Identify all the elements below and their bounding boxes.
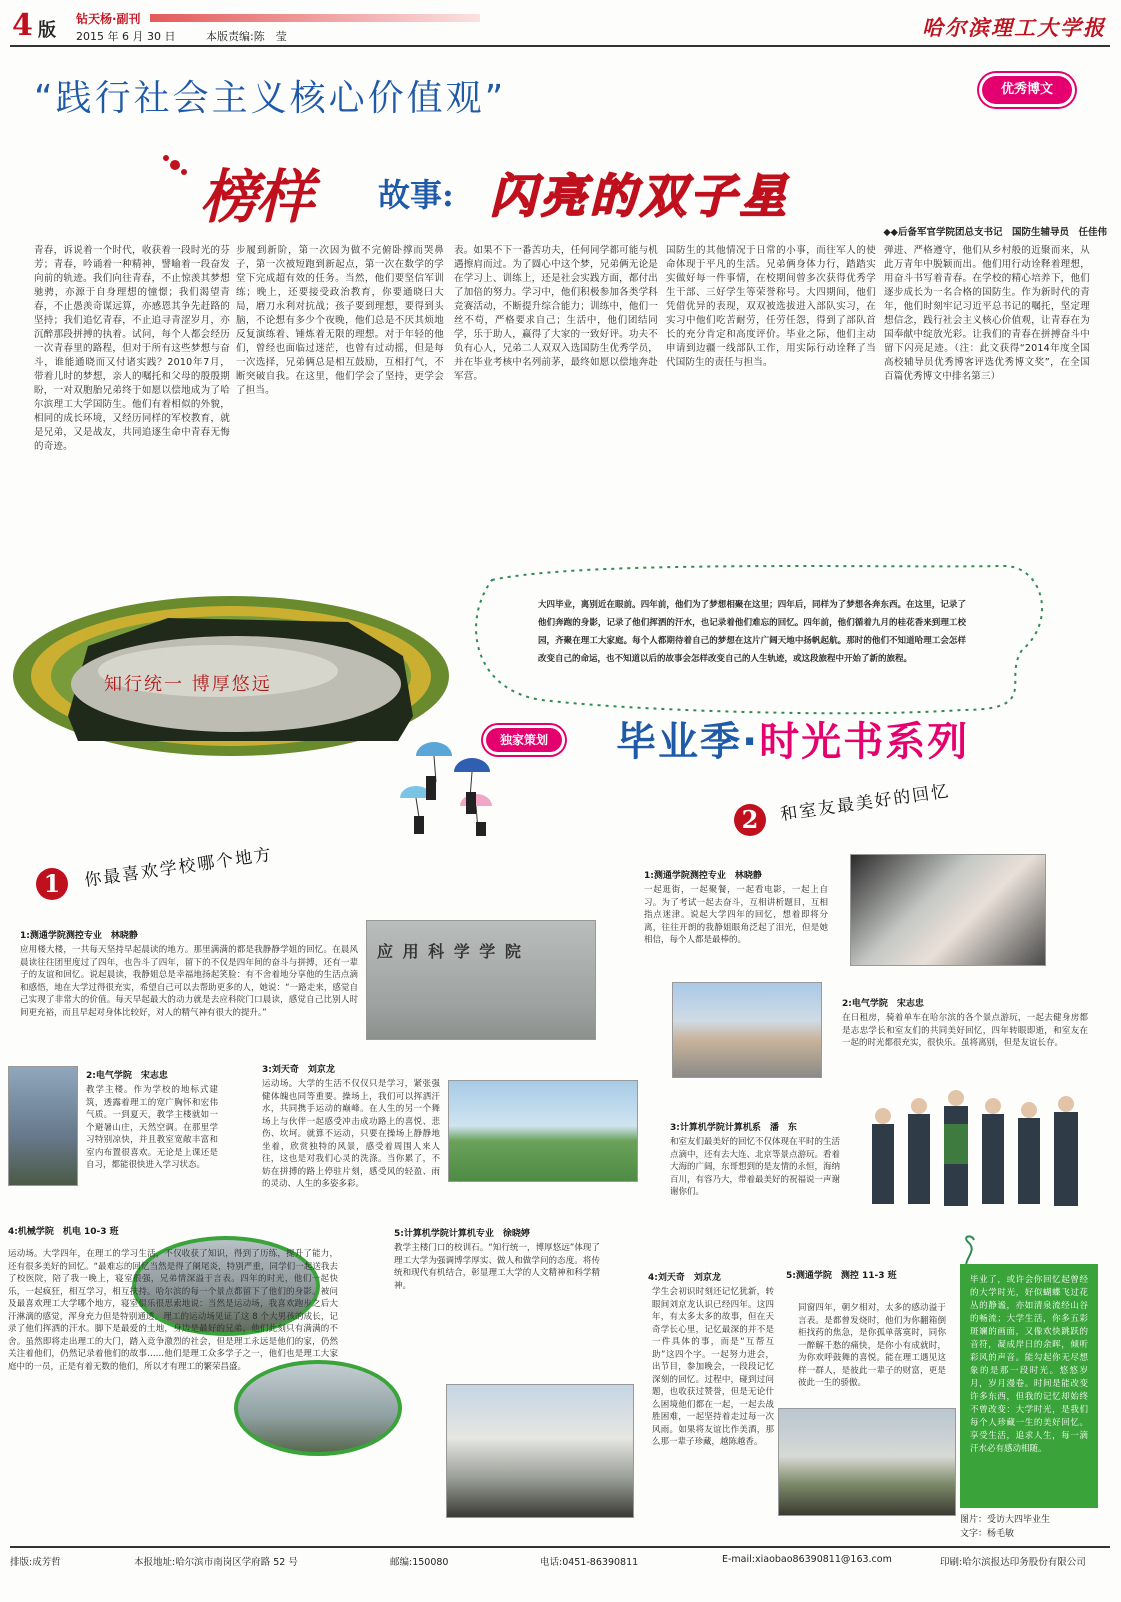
- stone-illustration: [8, 566, 454, 761]
- q1-item4-ellipse-photo-2: [234, 1360, 402, 1456]
- umbrellas-illustration: [396, 736, 516, 836]
- footer-printer: 印刷:哈尔滨报达印务股份有限公司: [940, 1557, 1086, 1568]
- q2-item5-photo: [778, 1408, 956, 1516]
- q1-item2-text: 教学主楼。作为学校的地标式建筑，透露着理工的宽广胸怀和宏伟气质。一到夏天，教学主楼就如一个避暑山庄，天然空调。在那里学习特别凉快，并且教室宽敞丰富和室内布置很喜欢。无论是上课还是自习，都能很快进入学习状态。: [86, 1085, 218, 1170]
- q2-item1-text: 一起逛街，一起聚餐，一起看电影，一起上自习。为了考试一起去奋斗，互相讲析题目，互相指点迷津。说起大学四年的回忆，想着即将分离，往往开朗的我静姐眼角泛起了泪光，但是她相信，每个人都是最棒的。: [644, 885, 828, 945]
- editor: 本版责编:陈 莹: [206, 30, 287, 43]
- footer-rule: [10, 1546, 1110, 1548]
- stone-inscription: 知行统一 博厚悠远: [104, 674, 272, 695]
- paper-name-logo: 哈尔滨理工大学报: [922, 15, 1106, 40]
- q2-item4-byline: 4:刘天奇 刘京龙: [648, 1273, 721, 1283]
- green-reflection-box: [960, 1264, 1098, 1508]
- header-rule: [10, 45, 1110, 47]
- article-column-5: 弹进、严格遵守，他们从乡村般的近聚而来，从此万青年中脱颖而出。他们用行动诠释着理想，用奋斗书写着青春。在学校的精心培养下，他们逐步成长为一名合格的国防生。作为新时代的青年，他们时刻牢记习近平总书记的嘱托，坚定理想信念，践行社会主义核心价值观，让青春在为国奉献中绽放光彩。让我们的青春在拼搏奋斗中留下闪亮足迹。（注：此文获得“2014年度全国高校辅导员优秀博客评选优秀博文奖”，在全国百篇优秀博文中排名第三）: [884, 245, 1090, 382]
- footer-design: 排版:成芳哲: [10, 1557, 61, 1568]
- article-author: ◆◆后备军官学院团总支书记 国防生辅导员 任佳伟: [883, 227, 1107, 238]
- special-title-dot: ·: [742, 719, 760, 765]
- q2-item5-byline: 5:测通学院 测控 11-3 班: [786, 1271, 897, 1281]
- article-column-1: 青春，诉说着一个时代，收获着一段时光的芬芳；青春，吟诵着一种精神，譬喻着一段奋发向前的轨迹。我们向往青春，不止惊羡其梦想驰骋，亦源于自身理想的憧憬；我们渴望青春，不止愚羡奇谋远算，亦感恩其争先赶路的坚持；我们追忆青春，不止追寻青涩岁月，亦沉醉那段拼搏的执着。试问，每个人都会经历一次青春里的路程，但对于所有这些梦想与奋斗，谁能通晓而又付诸实践？2010年7月，带着儿时的梦想，亲人的嘱托和父母的殷殷期盼，一对双胞胎兄弟终于如愿以偿地成为了哈尔滨理工大学国防生。他们有着相似的外貌，相同的成长环境，又经历同样的军校教育，就是兄弟，又是战友，共同追逐生命中青春无悔的奇迹。: [34, 245, 230, 452]
- page-suffix: 版: [38, 20, 56, 41]
- q2-item1-byline: 1:测通学院测控专业 林晓静: [644, 871, 762, 881]
- q1-item1-photo: [366, 920, 596, 1040]
- q2-item2-text: 在日租房，骑着单车在哈尔滨的各个景点游玩，一起去健身房都是志忠学长和室友们的共同美好回忆，四年转眼即逝，和室友在一起的时光都很充实，很快乐。虽将离别，但是友谊长存。: [842, 1013, 1088, 1048]
- q2-item5-text: 同窗四年，朝夕相对，太多的感动溢于言表。是都曾发烧时，他们为你翻箱倒柜找药的焦急，是你孤单落寞时，同你一醉解千愁的痛快，是你小有成就时，为你欢呼鼓舞的喜悦。能在理工遇见这样一群人，是彼此一辈子的财富，更是彼此一生的骄傲。: [798, 1303, 946, 1388]
- ornament-icon: [160, 150, 190, 180]
- text-credit: 文字：杨毛敏: [960, 1529, 1015, 1539]
- page-number: 4: [12, 8, 33, 43]
- group-photo-illustration: [858, 1084, 1094, 1226]
- q1-item3-byline: 3:刘天奇 刘京龙: [262, 1065, 335, 1075]
- q1-item5-byline: 5:计算机学院计算机专业 徐晓婷: [394, 1229, 530, 1239]
- q2-item1-photo: [850, 854, 1046, 966]
- special-title-a: 毕业季: [616, 719, 742, 765]
- q2-item3-group-photo: [858, 1084, 1094, 1226]
- q1-item4-byline: 4:机械学院 机电 10-3 班: [8, 1227, 119, 1237]
- banner-title: 闪亮的双子星: [490, 169, 790, 223]
- q1-item1-byline: 1:测通学院测控专业 林晓静: [20, 931, 138, 941]
- article-column-3: 表。如果不下一番苦功夫，任何同学都可能与机遇擦肩而过。为了圆心中这个梦，兄弟俩无论是在学习上、训练上，还是社会实践方面，都付出了加倍的努力。学习中，他们积极参加各类学科竞赛活动，不断提升综合能力；训练中，他们一丝不苟，严格要求自己；生活中，他们团结同学，乐于助人，赢得了大家的一致好评。功夫不负有心人，兄弟二人双双入选国防生优秀学员，并在毕业考核中名列前茅，最终如愿以偿地奔赴军营。: [454, 245, 658, 382]
- q1-item1-text: 应用楼大楼，一共每天坚持早起晨读的地方。那里满满的都是我静静学姐的回忆。在晨风晨读往往团里度过了四年，也告斗了四年，留下的不仅是四年间的奋斗与拼搏，还有一辈子的友谊和回忆。说起晨读，我静姐总是幸福地扬起笑脸：有不舍着地分享他的生活点滴和感悟，地在大学过得很充实，希望自己可以去帮助更多的人，她说：“一路走来，感觉自己实现了非常大的价值。每天早起最大的动力就是去应科院门口晨读，感觉自己比别人时间更充裕，而且早起对身体比较好，对人的精气神有很大的提升。”: [20, 945, 358, 1018]
- banner-gushi: 故事:: [378, 176, 454, 214]
- q1-item5-text: 教学主楼门口的校训石。“知行统一，博厚悠远”体现了理工大学为强调博学厚实、做人和做学问的态度。将传统和现代有机结合，彰显理工大学的人文精神和科学精神。: [394, 1243, 600, 1291]
- q2-title: 和室友最美好的回忆: [779, 781, 952, 825]
- banner-ornament: [160, 150, 190, 180]
- special-title-b: 时光书系列: [759, 719, 970, 765]
- badge-blog: 优秀博文: [982, 76, 1072, 104]
- footer: [10, 1554, 1110, 1570]
- footer-postcode: 邮编:150080: [390, 1557, 449, 1568]
- header-gradient-bar: [150, 14, 480, 22]
- issue-date: 2015 年 6 月 30 日: [76, 30, 176, 43]
- footer-phone: 电话:0451-86390811: [540, 1557, 639, 1568]
- top-headline: “践行社会主义核心价值观”: [34, 78, 507, 119]
- q1-item3-photo: [448, 1080, 638, 1182]
- badge-special: 独家策划: [486, 728, 562, 752]
- photo-credit: 图片：受访大四毕业生: [960, 1515, 1051, 1525]
- building-sign: 应 用 科 学 学 院: [377, 942, 523, 961]
- special-intro: 大四毕业，离别近在眼前。四年前，他们为了梦想相聚在这里；四年后，同样为了梦想各奔东西。在这里，记录了他们奔跑的身影，记录了他们挥洒的汗水，也记录着他们难忘的回忆。四年前，他们循着九月的桂花香来到理工校园，齐聚在理工大家庭。每个人都期待着自己的梦想在这片广阔天地中扬帆起航。那时的他们不知道哈理工会怎样改变自己的命运，也不知道以后的故事会怎样改变自己的人生轨迹，或这段旅程中开始了新的旅程。: [538, 600, 966, 664]
- q1-title: 你最喜欢学校哪个地方: [83, 844, 275, 891]
- q2-item3-byline: 3:计算机学院计算机系 潘 东: [670, 1123, 797, 1133]
- q2-item2-photo: [672, 982, 822, 1078]
- q2-item3-text: 和室友们最美好的回忆不仅体现在平时的生活点滴中，还有去大连、北京等景点游玩。看着大海的广阔，东哥想到的是友情的永恒，海纳百川，有容乃大，带着最美好的祝福说一声谢谢你们。: [670, 1137, 840, 1197]
- q1-item5-photo: [446, 1384, 634, 1518]
- q2-number: 2: [734, 804, 766, 836]
- article-column-2: 步履到新阶，第一次因为做不完俯卧撑而哭鼻子，第一次被短跑到新起点，第一次在数学的学堂下完成超有效的任务。当然，他们要坚信军训练；晚上，还要接受政治教育，你要通晓曰大局，磨刀永利对抗战；孩子要到理想，要得到头脑，不论想有多少个夜晚，他们总是不厌其烦地反复演练着、锤炼着无限的理想。对于年轻的他们，曾经也面临过迷茫，也曾有过动摇，但是每一次选择，兄弟俩总是相互鼓励，互相打气，不断突破自我。在这里，他们学会了坚持，更学会了担当。: [236, 245, 444, 396]
- school-motto-stone-photo: [8, 566, 454, 761]
- q1-item2-photo: [8, 1066, 78, 1186]
- q2-item4-text: 学生会初识时刻还记忆犹新，转眼间刘京龙认识已经四年。这四年，有太多太多的故事，但在天奇学长心里，记忆最深的并不是一件具体的事，而是“互帮互助”这四个字。一起努力进会，出节目，参加晚会，一段段记忆深刻的回忆。过程中，碰到过问题，也收获过赞誉，但是无论什么困境他们都在一起，一起去战胜困难，一起坚持着走过每一次风雨。如果将友谊比作美酒，那么那一辈子珍藏，越陈越香。: [652, 1287, 774, 1447]
- article-column-4: 国防生的其他情况于日常的小事，而往军人的使命体现于平凡的生活。兄弟俩身体力行，踏踏实实做好每一件事情，在校期间曾多次获得优秀学生干部、三好学生等荣誉称号。大四期间，他们凭借优异的表现，双双被选拔进入部队实习，在实习中他们吃苦耐劳，任劳任怨，得到了部队首长的充分肯定和高度评价。毕业之际，他们主动申请到边疆一线部队工作，用实际行动诠释了当代国防生的责任与担当。: [666, 245, 876, 368]
- page-header: [10, 6, 1110, 46]
- footer-address: 本报地址:哈尔滨市南岗区学府路 52 号: [134, 1557, 298, 1568]
- q1-number: 1: [36, 868, 68, 900]
- q2-item2-byline: 2:电气学院 宋志忠: [842, 999, 924, 1009]
- q1-item2-byline: 2:电气学院 宋志忠: [86, 1071, 168, 1081]
- section-name: 钻天杨·副刊: [76, 12, 141, 26]
- banner-bangyang: 榜样: [200, 163, 313, 231]
- special-title: [616, 710, 969, 767]
- q1-item4-text: 运动场。大学四年，在理工的学习生活，不仅收获了知识，得到了历练，提升了能力，还有很多美好的回忆。“最难忘的回忆当然是得了阑尾炎，特别严重，同学们一起送我去了校医院，陪了我一晚上，寝室很强，兄弟情深溢于言表。四年的时光，他们一起快乐，一起疯狂，相互学习，相互扶持。哈尔滨的每一个景点都留下了他们的身影。被问及最喜欢理工大学哪个地方，寝室俱乐很思索地说：当然是运动场，我喜欢跑步之后大汗淋漓的感觉，浑身充力但是特别通透。理工的运动场见证了这 8 个大男孩的成长，记录了他们挥洒的汗水。脚下是最爱的土地，身边是最好的兄弟，他们此刻只有满满的不舍。虽然即将走出理工的大门，踏入竞争激烈的社会，但是理工永远是他们的家，仍然关注着他们，仍然记录着他们的故事……他们是理工众多学子之一，他们也是理工大家庭中的一员，正是有着无数的他们，所以才有理工的繁荣昌盛。: [8, 1249, 338, 1372]
- green-box-text: 毕业了，或许会你回忆起曾经的大学时光，好似蝴蝶飞过花丛的静谧，亦如清泉流经山谷的畅流；大学生活，你多五彩斑斓的画面，又像欢快跳跃的音符，凝成岸日的余晖，倾听彩风的声音。能勾起你无尽想象的是那一段时光。悠悠岁月，岁月漫卷。时间是能改变许多东西，但我的记忆却始终不曾改变：大学时光，是我们每个人珍藏一生的美好回忆。享受生活，追求人生，每一滴汗水必有感动相随。: [970, 1275, 1088, 1454]
- footer-email: E-mail:xiaobao86390811@163.com: [722, 1554, 892, 1565]
- q1-item3-text: 运动场。大学的生活不仅仅只是学习，紧张强健体魄也同等重要。操场上，我们可以挥洒汗水，共同携手运动的巅峰。在人生的另一个舞场上与伙伴一起感受冲击成功路上的喜悦、悲伤、坎坷。就算不运动，只要在操场上静静地坐着，欣赏独特的风景，感受着周围人来人往，这也是对我们心灵的洗涤。当你累了，不妨在拼搏的路上停驻片刻，感受风的轻盈、雨的灵动、人生的多姿多彩。: [262, 1079, 440, 1189]
